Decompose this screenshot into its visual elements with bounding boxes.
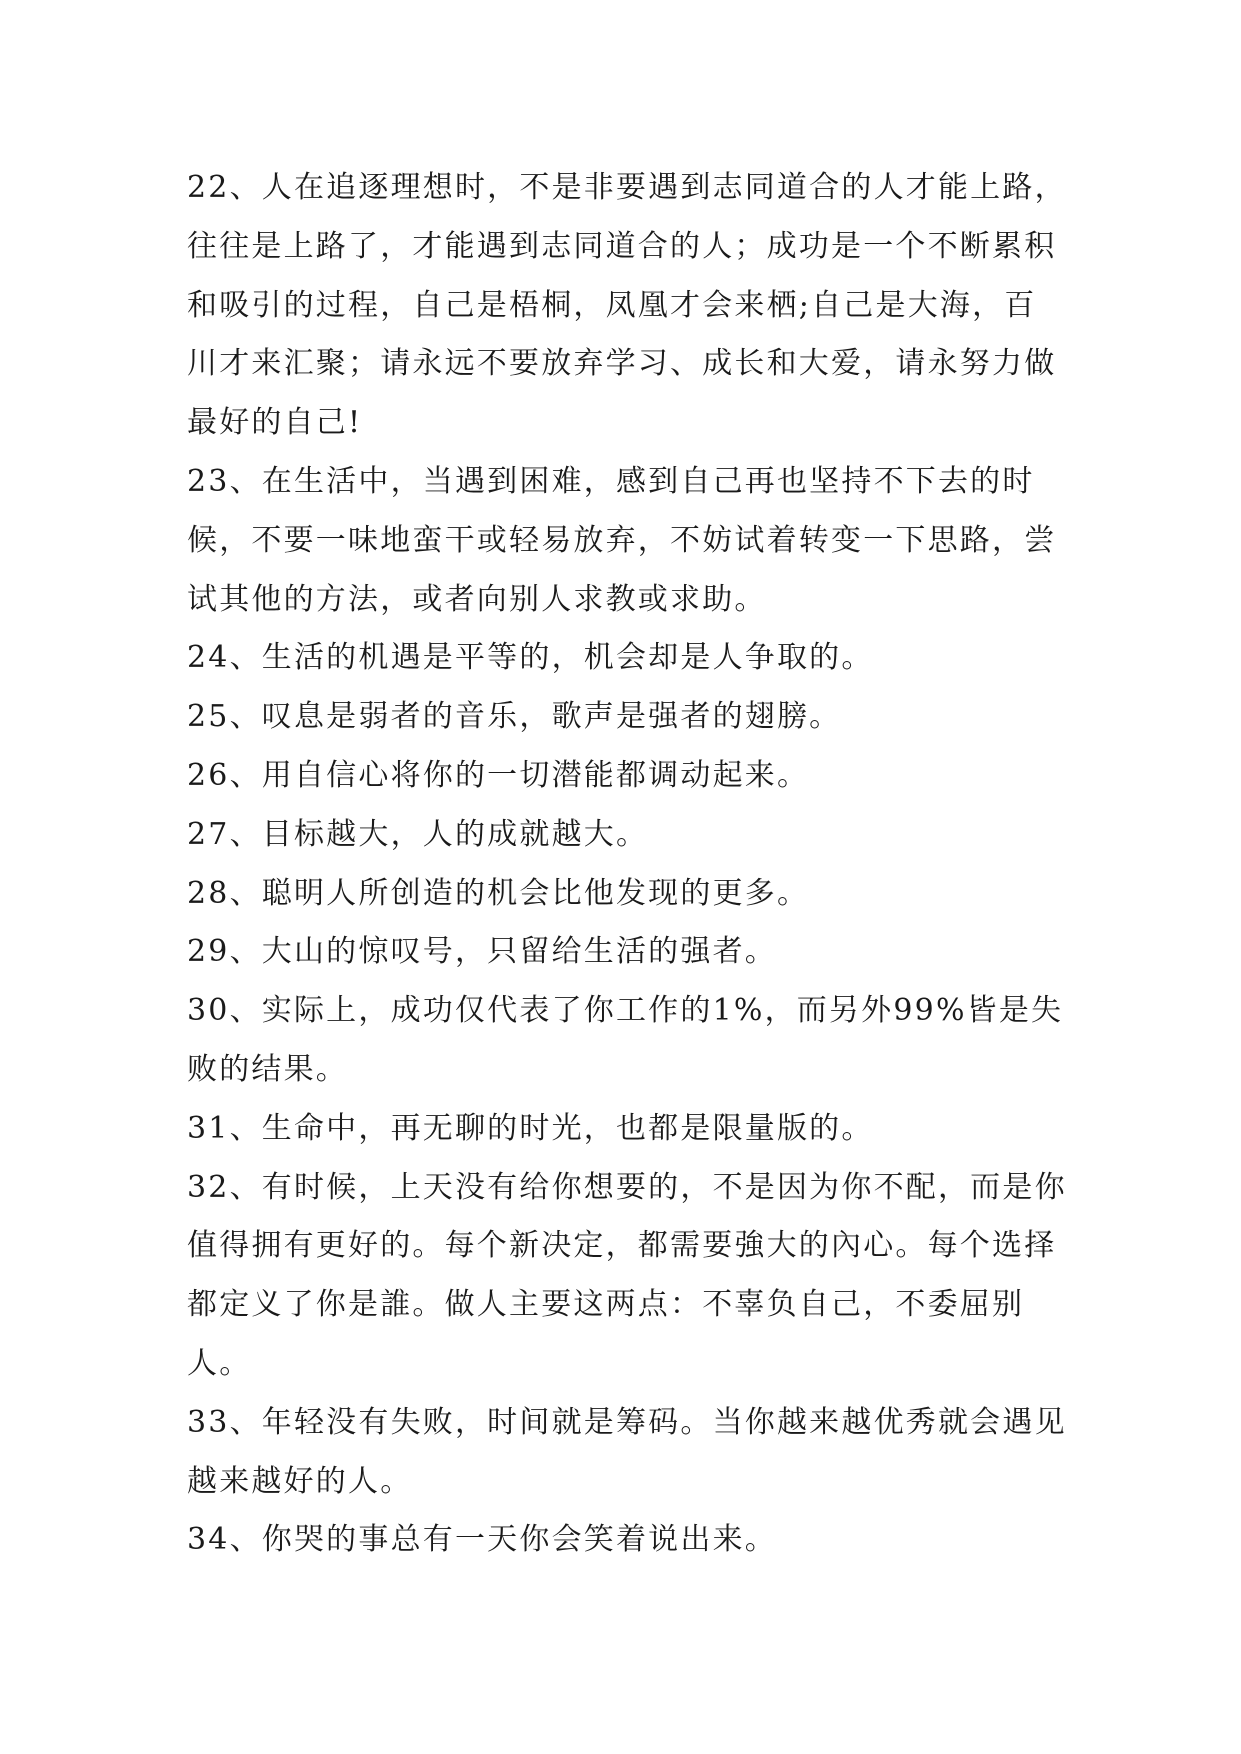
quote-paragraph: 30、实际上，成功仅代表了你工作的1%，而另外99%皆是失败的结果。 — [187, 993, 1064, 1087]
quote-paragraph: 33、年轻没有失败，时间就是筹码。当你越来越优秀就会遇见越来越好的人。 — [187, 1404, 1067, 1499]
quote-paragraph: 27、目标越大，人的成就越大。 — [187, 816, 649, 852]
quote-list — [187, 159, 1067, 1570]
quote-paragraph: 34、你哭的事总有一天你会笑着说出来。 — [187, 1522, 777, 1558]
quote-paragraph: 28、聪明人所创造的机会比他发现的更多。 — [187, 875, 810, 911]
quote-paragraph: 32、有时候，上天没有给你想要的，不是因为你不配，而是你值得拥有更好的。每个新决定，都需要強大的內心。每个选择都定义了你是誰。做人主要这两点：不辜负自己，不委屈别人。 — [187, 1169, 1067, 1381]
quote-paragraph: 29、大山的惊叹号，只留给生活的强者。 — [187, 934, 777, 970]
quote-paragraph: 26、用自信心将你的一切潜能都调动起来。 — [187, 757, 810, 793]
quote-paragraph: 24、生活的机遇是平等的，机会却是人争取的。 — [187, 640, 874, 676]
quote-paragraph: 23、在生活中，当遇到困难，感到自己再也坚持不下去的时候，不要一味地蛮干或轻易放弃，不妨试着转变一下思路，尝试其他的方法，或者向别人求教或求助。 — [187, 463, 1057, 617]
quote-paragraph: 31、生命中，再无聊的时光，也都是限量版的。 — [187, 1110, 874, 1146]
quote-paragraph: 25、叹息是弱者的音乐，歌声是强者的翅膀。 — [187, 699, 842, 735]
quote-paragraph: 22、人在追逐理想时，不是非要遇到志同道合的人才能上路，往往是上路了，才能遇到志同道合的人；成功是一个不断累积和吸引的过程，自己是梧桐，凤凰才会来栖;自己是大海，百川才来汇聚；请永远不要放弃学习、成长和大爱，请永努力做最好的自己! — [187, 170, 1067, 441]
